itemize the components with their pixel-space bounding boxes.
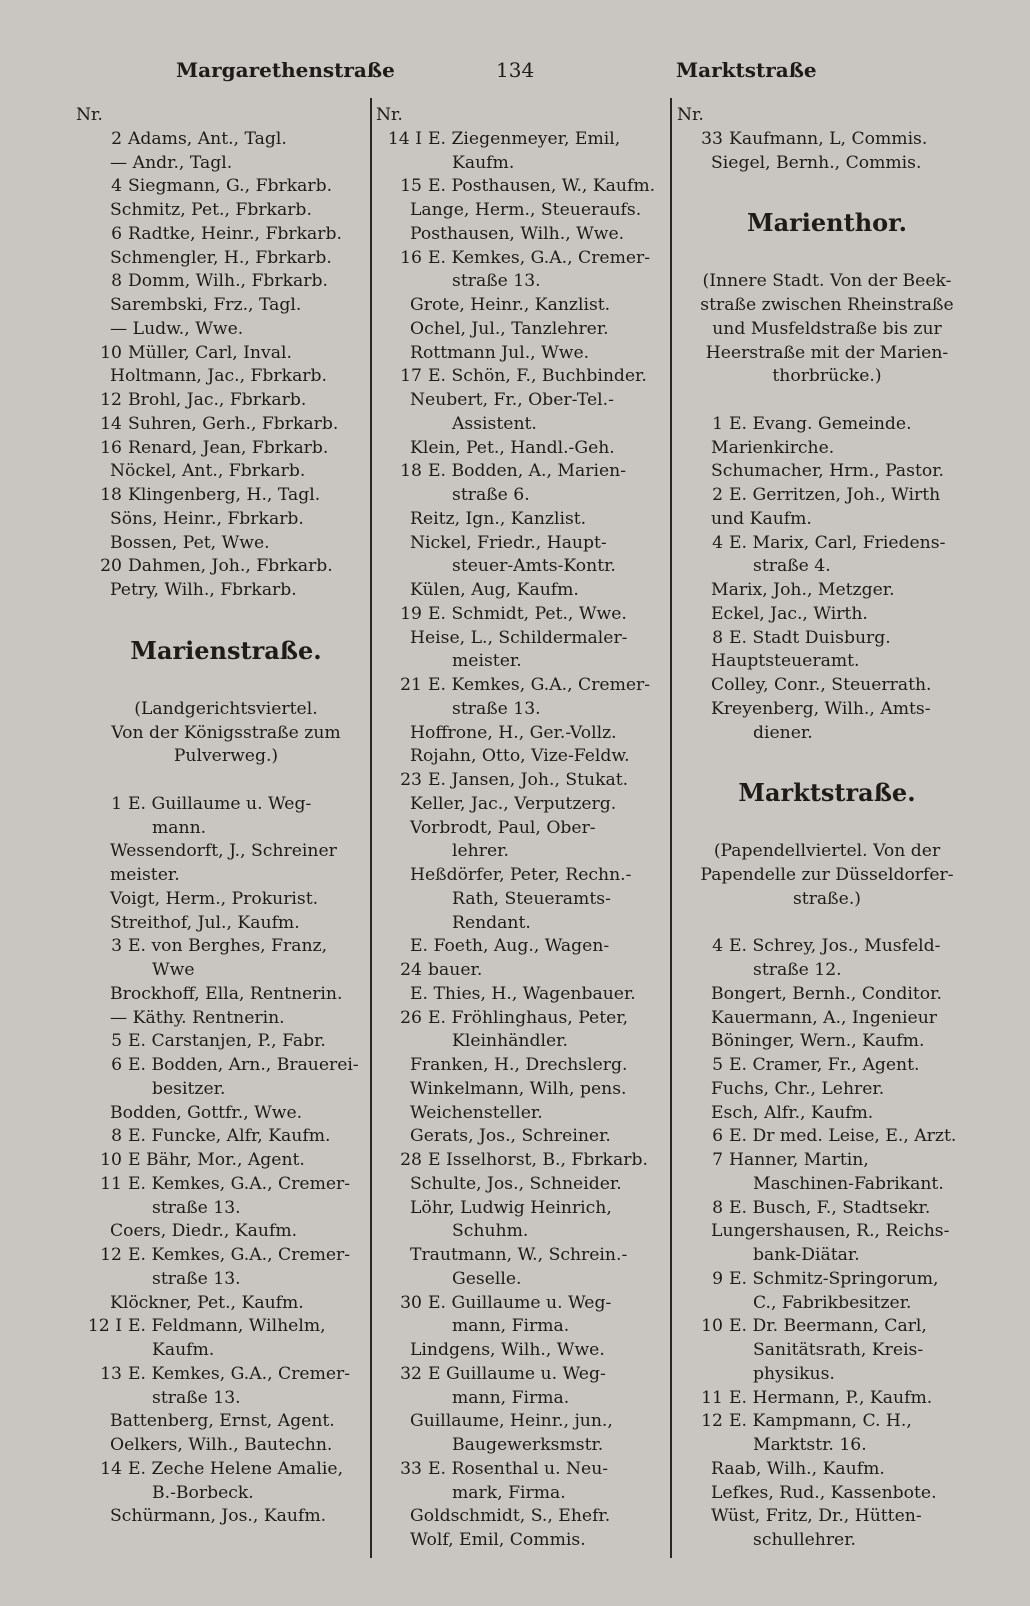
directory-entry: 14 I E. Ziegenmeyer, Emil, — [387, 128, 621, 149]
directory-entry: 6 E. Bodden, Arn., Brauerei- — [111, 1055, 359, 1075]
directory-entry: Bongert, Bernh., Conditor. — [711, 983, 942, 1004]
section-title: Marienstraße. — [130, 635, 322, 665]
directory-entry: 33 Kaufmann, L, Commis. — [701, 128, 928, 149]
directory-entry: Marktstr. 16. — [753, 1435, 867, 1455]
directory-entry: 16 E. Kemkes, G.A., Cremer- — [400, 247, 651, 268]
directory-entry: 11 E. Kemkes, G.A., Cremer- — [100, 1173, 351, 1194]
directory-entry: 30 E. Guillaume u. Weg- — [400, 1292, 612, 1313]
directory-entry: Streithof, Jul., Kaufm. — [110, 912, 300, 933]
directory-entry: Siegel, Bernh., Commis. — [711, 152, 922, 173]
directory-entry: Battenberg, Ernst, Agent. — [110, 1411, 335, 1432]
directory-entry: B.-Borbeck. — [152, 1482, 254, 1503]
directory-entry: 32 E Guillaume u. Weg- — [400, 1363, 606, 1384]
directory-entry: — Ludw., Wwe. — [110, 318, 244, 339]
directory-entry: 15 E. Posthausen, W., Kaufm. — [400, 176, 656, 197]
directory-entry: 20 Dahmen, Joh., Fbrkarb. — [100, 556, 333, 577]
section-description: (Landgerichtsviertel. — [134, 698, 318, 719]
directory-entry: Nöckel, Ant., Fbrkarb. — [110, 461, 306, 482]
directory-entry: Brockhoff, Ella, Rentnerin. — [110, 983, 343, 1004]
directory-entry: 2 E. Gerritzen, Joh., Wirth — [712, 485, 941, 505]
directory-entry: Kauermann, A., Ingenieur — [711, 1007, 938, 1028]
directory-entry: Reitz, Ign., Kanzlist. — [410, 508, 587, 529]
directory-entry: Marienkirche. — [711, 437, 835, 458]
directory-entry: Wolf, Emil, Commis. — [410, 1530, 586, 1550]
directory-entry: 1 E. Guillaume u. Weg- — [111, 793, 312, 814]
directory-entry: 24 bauer. — [400, 960, 483, 980]
directory-entry: — Andr., Tagl. — [110, 152, 233, 173]
directory-entry: Esch, Alfr., Kaufm. — [711, 1102, 874, 1123]
spacer — [677, 817, 977, 841]
section-description: Heerstraße mit der Marien- — [705, 342, 949, 363]
directory-entry: 21 E. Kemkes, G.A., Cremer- — [400, 675, 651, 695]
directory-entry: 4 E. Schrey, Jos., Musfeld- — [712, 936, 941, 957]
directory-entry: Oelkers, Wilh., Bautechn. — [110, 1435, 333, 1455]
directory-entry: Lindgens, Wilh., Wwe. — [410, 1340, 605, 1360]
section-description: Pulverweg.) — [173, 746, 279, 767]
directory-entry: straße 13. — [452, 698, 541, 719]
directory-entry: meister. — [452, 651, 522, 672]
section-description: straße zwischen Rheinstraße — [700, 295, 954, 315]
directory-entry: 19 E. Schmidt, Pet., Wwe. — [400, 603, 627, 624]
directory-entry: Heßdörfer, Peter, Rechn.- — [410, 865, 632, 885]
directory-entry: mark, Firma. — [452, 1482, 566, 1503]
directory-entry: Bodden, Gottfr., Wwe. — [110, 1102, 303, 1123]
section-description: Von der Königsstraße zum — [111, 722, 341, 743]
directory-entry: 8 Domm, Wilh., Fbrkarb. — [111, 271, 328, 292]
directory-entry: mann. — [152, 817, 207, 838]
directory-entry: Wessendorft, J., Schreiner — [110, 841, 337, 862]
spacer — [677, 247, 977, 271]
directory-entry: 18 E. Bodden, A., Marien- — [400, 461, 627, 482]
directory-entry: 5 E. Cramer, Fr., Agent. — [712, 1055, 920, 1075]
directory-entry: Ochel, Jul., Tanzlehrer. — [410, 318, 609, 339]
directory-entry: Geselle. — [452, 1268, 522, 1289]
directory-entry: Bossen, Pet, Wwe. — [110, 532, 270, 553]
directory-entry: E. Thies, H., Wagenbauer. — [410, 983, 636, 1004]
section-description: (Innere Stadt. Von der Beek- — [702, 271, 952, 292]
directory-entry: 16 Renard, Jean, Fbrkarb. — [100, 437, 329, 458]
directory-entry: meister. — [110, 865, 180, 885]
directory-entry: 8 E. Stadt Duisburg. — [712, 627, 891, 648]
section-description: straße.) — [792, 888, 861, 909]
directory-entry: Guillaume, Heinr., jun., — [410, 1411, 613, 1432]
directory-entry: straße 6. — [452, 485, 530, 505]
directory-entry: Böninger, Wern., Kaufm. — [711, 1031, 925, 1052]
directory-entry: Goldschmidt, S., Ehefr. — [410, 1506, 611, 1527]
directory-entry: und Kaufm. — [711, 508, 812, 529]
directory-entry: 8 E. Busch, F., Stadtsekr. — [712, 1197, 931, 1218]
directory-entry: Rojahn, Otto, Vize-Feldw. — [410, 746, 630, 767]
directory-entry: 12 I E. Feldmann, Wilhelm, — [87, 1316, 326, 1337]
section-description: thorbrücke.) — [772, 366, 882, 387]
directory-entry: Kaufm. — [152, 1340, 215, 1360]
directory-entry: Nr. — [677, 105, 704, 125]
directory-entry: diener. — [753, 722, 813, 743]
directory-entry: Rendant. — [452, 912, 531, 933]
directory-entry: Fuchs, Chr., Lehrer. — [711, 1078, 885, 1099]
directory-entry: Rath, Steueramts- — [452, 888, 611, 909]
directory-entry: Kaufm. — [452, 152, 515, 173]
directory-entry: 4 E. Marix, Carl, Friedens- — [712, 532, 946, 553]
directory-entry: 8 E. Funcke, Alfr, Kaufm. — [111, 1126, 331, 1147]
directory-entry: Gerats, Jos., Schreiner. — [410, 1126, 611, 1147]
directory-entry: Colley, Conr., Steuerrath. — [711, 675, 932, 695]
directory-entry: Grote, Heinr., Kanzlist. — [410, 295, 611, 315]
directory-entry: Löhr, Ludwig Heinrich, — [410, 1197, 612, 1218]
directory-entry: E. Foeth, Aug., Wagen- — [410, 936, 610, 957]
directory-entry: steuer-Amts-Kontr. — [452, 556, 616, 577]
directory-entry: Neubert, Fr., Ober-Tel.- — [410, 390, 614, 410]
spacer — [677, 175, 977, 199]
directory-entry: straße 13. — [452, 271, 541, 292]
directory-entry: Söns, Heinr., Fbrkarb. — [110, 508, 304, 529]
directory-entry: Baugewerksmstr. — [452, 1435, 604, 1455]
directory-entry: 6 E. Dr med. Leise, E., Arzt. — [712, 1126, 957, 1147]
spacer — [76, 603, 376, 627]
directory-entry: 23 E. Jansen, Joh., Stukat. — [400, 770, 629, 790]
directory-entry: Eckel, Jac., Wirth. — [711, 603, 868, 624]
directory-entry: Lange, Herm., Steueraufs. — [410, 200, 642, 220]
directory-entry: Kleinhändler. — [452, 1031, 568, 1052]
directory-entry: Posthausen, Wilh., Wwe. — [410, 223, 625, 244]
directory-entry: lehrer. — [452, 841, 509, 862]
directory-entry: 14 E. Zeche Helene Amalie, — [100, 1458, 344, 1479]
directory-entry: Voigt, Herm., Prokurist. — [110, 888, 319, 909]
directory-entry: Rottmann Jul., Wwe. — [410, 342, 590, 363]
header-right-street: Marktstraße — [676, 58, 817, 82]
directory-entry: Kreyenberg, Wilh., Amts- — [711, 698, 931, 719]
directory-entry: 12 Brohl, Jac., Fbrkarb. — [100, 390, 307, 410]
directory-entry: — Käthy. Rentnerin. — [110, 1007, 285, 1028]
directory-entry: schullehrer. — [753, 1530, 856, 1550]
column-1 — [76, 104, 376, 1529]
directory-entry: 12 E. Kemkes, G.A., Cremer- — [100, 1245, 351, 1265]
directory-entry: Nr. — [376, 105, 403, 125]
directory-entry: 3 E. von Berghes, Franz, — [111, 936, 328, 957]
directory-entry: 12 E. Kampmann, C. H., — [701, 1411, 912, 1432]
directory-entry: straße 4. — [753, 556, 831, 577]
directory-entry: Heise, L., Schildermaler- — [410, 627, 628, 648]
directory-entry: 26 E. Fröhlinghaus, Peter, — [400, 1007, 629, 1028]
directory-entry: Sanitätsrath, Kreis- — [753, 1340, 924, 1360]
spacer — [76, 769, 376, 793]
directory-entry: Schmitz, Pet., Fbrkarb. — [110, 200, 312, 220]
section-title: Marienthor. — [747, 208, 907, 237]
directory-entry: 10 Müller, Carl, Inval. — [100, 342, 292, 363]
directory-entry: 2 Adams, Ant., Tagl. — [111, 128, 287, 149]
directory-entry: Klöckner, Pet., Kaufm. — [110, 1292, 304, 1313]
header-left-street: Margarethenstraße — [176, 58, 395, 82]
spacer — [677, 389, 977, 413]
section-title: Marktstraße. — [738, 778, 916, 807]
directory-entry: Lefkes, Rud., Kassenbote. — [711, 1482, 937, 1503]
column-3 — [677, 104, 977, 1553]
directory-entry: Petry, Wilh., Fbrkarb. — [110, 580, 297, 600]
directory-entry: Hauptsteueramt. — [711, 651, 860, 672]
directory-entry: Keller, Jac., Verputzerg. — [410, 793, 617, 814]
column-2 — [376, 104, 666, 1553]
directory-entry: 10 E. Dr. Beermann, Carl, — [701, 1316, 927, 1337]
directory-entry: 14 Suhren, Gerh., Fbrkarb. — [100, 413, 339, 434]
directory-entry: straße 12. — [753, 960, 842, 980]
section-description: und Musfeldstraße bis zur — [712, 318, 942, 339]
directory-entry: straße 13. — [152, 1387, 241, 1408]
directory-entry: Schumacher, Hrm., Pastor. — [711, 461, 945, 482]
directory-entry: 18 Klingenberg, H., Tagl. — [100, 485, 321, 505]
section-description: Papendelle zur Düsseldorfer- — [700, 865, 954, 885]
section-description: (Papendellviertel. Von der — [713, 841, 941, 862]
directory-entry: Wwe — [152, 960, 195, 980]
directory-entry: Marix, Joh., Metzger. — [711, 580, 895, 600]
directory-entry: Sarembski, Frz., Tagl. — [110, 295, 302, 315]
directory-entry: C., Fabrikbesitzer. — [753, 1292, 912, 1313]
directory-entry: bank-Diätar. — [753, 1245, 860, 1265]
directory-entry: 5 E. Carstanjen, P., Fabr. — [111, 1031, 326, 1052]
directory-entry: mann, Firma. — [452, 1316, 570, 1337]
spacer — [677, 745, 977, 769]
directory-entry: 6 Radtke, Heinr., Fbrkarb. — [111, 223, 342, 244]
directory-entry: Trautmann, W., Schrein.- — [410, 1245, 628, 1265]
directory-entry: Raab, Wilh., Kaufm. — [711, 1458, 885, 1479]
directory-entry: mann, Firma. — [452, 1387, 570, 1408]
directory-entry: Winkelmann, Wilh, pens. — [410, 1078, 627, 1099]
directory-entry: Assistent. — [452, 413, 537, 434]
directory-entry: besitzer. — [152, 1078, 226, 1099]
directory-entry: Klein, Pet., Handl.-Geh. — [410, 437, 615, 458]
directory-entry: Coers, Diedr., Kaufm. — [110, 1221, 298, 1242]
directory-entry: 7 Hanner, Martin, — [712, 1150, 869, 1170]
directory-entry: Schürmann, Jos., Kaufm. — [110, 1506, 327, 1527]
directory-entry: physikus. — [753, 1363, 835, 1384]
directory-entry: Schuhm. — [452, 1221, 529, 1242]
spacer — [677, 912, 977, 936]
directory-entry: 11 E. Hermann, P., Kaufm. — [701, 1387, 933, 1408]
directory-entry: Vorbrodt, Paul, Ober- — [410, 817, 596, 838]
directory-entry: Külen, Aug, Kaufm. — [410, 580, 579, 600]
directory-entry: 9 E. Schmitz-Springorum, — [712, 1268, 939, 1289]
directory-entry: 1 E. Evang. Gemeinde. — [712, 413, 912, 434]
directory-entry: 17 E. Schön, F., Buchbinder. — [400, 366, 647, 387]
directory-entry: Hoffrone, H., Ger.-Vollz. — [410, 722, 617, 743]
directory-entry: Schulte, Jos., Schneider. — [410, 1173, 622, 1194]
directory-entry: 13 E. Kemkes, G.A., Cremer- — [100, 1363, 351, 1384]
directory-entry: Nr. — [76, 105, 103, 125]
directory-entry: straße 13. — [152, 1197, 241, 1218]
directory-entry: Weichensteller. — [410, 1102, 543, 1123]
directory-entry: Schmengler, H., Fbrkarb. — [110, 247, 332, 268]
directory-entry: Lungershausen, R., Reichs- — [711, 1221, 950, 1242]
directory-entry: Nickel, Friedr., Haupt- — [410, 532, 607, 553]
column-divider-2 — [670, 98, 672, 1558]
page-number: 134 — [496, 58, 535, 82]
page-header — [0, 58, 1030, 90]
directory-entry: Franken, H., Drechslerg. — [410, 1055, 628, 1075]
directory-entry: straße 13. — [152, 1268, 241, 1289]
directory-entry: Holtmann, Jac., Fbrkarb. — [110, 366, 327, 387]
directory-entry: 28 E Isselhorst, B., Fbrkarb. — [400, 1150, 648, 1170]
directory-entry: 10 E Bähr, Mor., Agent. — [100, 1150, 305, 1170]
directory-entry: 33 E. Rosenthal u. Neu- — [400, 1458, 609, 1479]
directory-entry: Maschinen-Fabrikant. — [753, 1173, 944, 1194]
directory-entry: 4 Siegmann, G., Fbrkarb. — [111, 176, 333, 197]
directory-entry: Wüst, Fritz, Dr., Hütten- — [711, 1506, 922, 1527]
spacer — [76, 674, 376, 698]
